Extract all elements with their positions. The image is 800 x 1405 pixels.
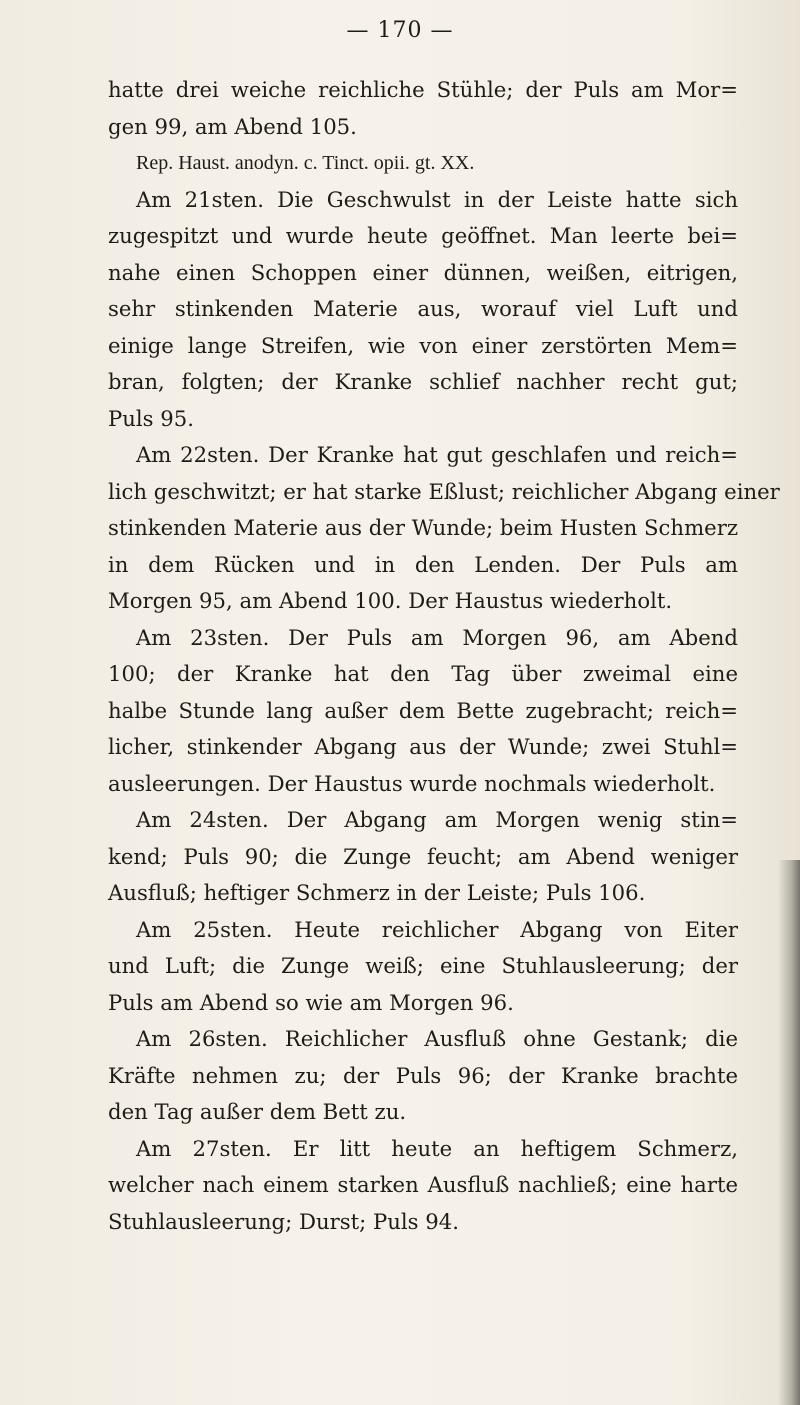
text-line: Am 24sten. Der Abgang am Morgen wenig stin= <box>136 807 738 832</box>
text-line: Am 23sten. Der Puls am Morgen 96, am Abend <box>136 624 738 650</box>
page-number-header: — 170 — <box>346 18 454 43</box>
text-line: Am 21sten. Die Geschwulst in der Leiste hatte sich <box>136 186 738 212</box>
text-line: Am 25sten. Heute reichlicher Abgang von Eiter <box>136 916 738 942</box>
text-line: nahe einen Schoppen einer dünnen, weißen, eitrigen, <box>108 259 738 285</box>
text-line: den Tag außer dem Bett zu. <box>108 1099 407 1124</box>
text-line: Rep. Haust. anodyn. c. Tinct. opii. gt. XX. <box>136 152 475 174</box>
text-line: stinkenden Materie aus der Wunde; beim Husten Schmerz <box>108 515 738 540</box>
text-line: lich geschwitzt; er hat starke Eßlust; reichlicher Abgang einer <box>108 478 780 504</box>
text-line: in dem Rücken und in den Lenden. Der Puls am <box>108 551 738 577</box>
text-line: bran, folgten; der Kranke schlief nachher recht gut; <box>108 369 738 394</box>
text-line: und Luft; die Zunge weiß; eine Stuhlausleerung; der <box>108 953 738 978</box>
text-line: Am 22sten. Der Kranke hat gut geschlafen und reich= <box>136 442 738 467</box>
body-text <box>108 72 780 1240</box>
text-line: Puls 95. <box>108 405 194 431</box>
text-line: Am 26sten. Reichlicher Ausfluß ohne Gestank; die <box>136 1026 738 1051</box>
text-line: Morgen 95, am Abend 100. Der Haustus wiederholt. <box>108 588 673 613</box>
text-line: gen 99, am Abend 105. <box>108 113 357 139</box>
text-line: Kräfte nehmen zu; der Puls 96; der Kranke brachte <box>108 1062 738 1088</box>
page-edge-shadow <box>778 860 800 1405</box>
text-line: Am 27sten. Er litt heute an heftigem Schmerz, <box>136 1135 738 1161</box>
text-line: licher, stinkender Abgang aus der Wunde; zwei Stuhl= <box>108 734 738 759</box>
text-line: Puls am Abend so wie am Morgen 96. <box>108 989 514 1015</box>
text-line: Ausfluß; heftiger Schmerz in der Leiste; Puls 106. <box>108 880 646 905</box>
text-line: Stuhlausleerung; Durst; Puls 94. <box>108 1208 459 1234</box>
text-line: welcher nach einem starken Ausfluß nachließ; eine harte <box>108 1172 738 1197</box>
text-line: einige lange Streifen, wie von einer zerstörten Mem= <box>108 332 738 358</box>
text-line: zugespitzt und wurde heute geöffnet. Man leerte bei= <box>108 223 738 248</box>
text-line: hatte drei weiche reichliche Stühle; der Puls am Mor= <box>108 77 738 102</box>
text-line: sehr stinkenden Materie aus, worauf viel Luft und <box>108 296 738 321</box>
text-line: ausleerungen. Der Haustus wurde nochmals wiederholt. <box>108 770 716 796</box>
text-line: halbe Stunde lang außer dem Bette zugebracht; reich= <box>108 697 738 723</box>
text-line: 100; der Kranke hat den Tag über zweimal eine <box>108 661 738 686</box>
text-line: kend; Puls 90; die Zunge feucht; am Abend weniger <box>108 843 738 869</box>
